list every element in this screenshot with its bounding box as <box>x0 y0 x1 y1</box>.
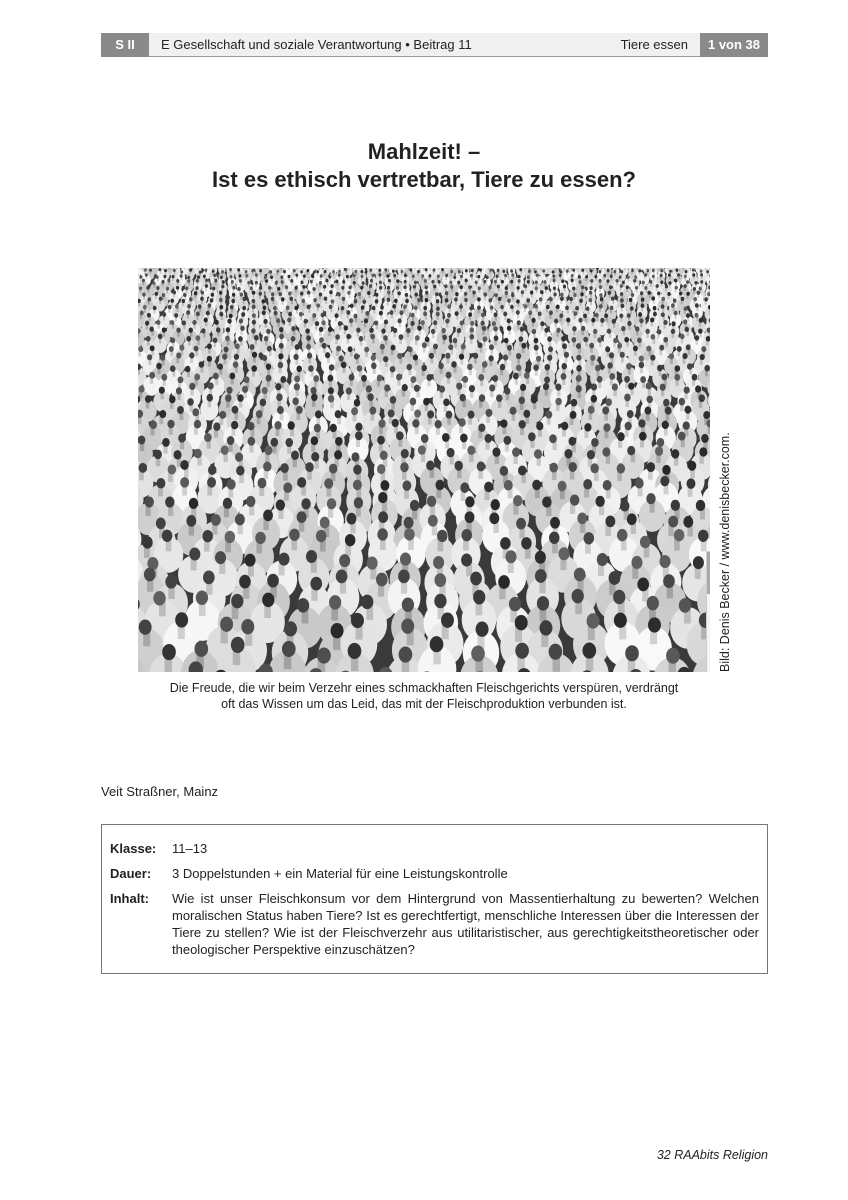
turkey-photo <box>138 268 710 672</box>
caption-line: Die Freude, die wir beim Verzehr eines schmackhaften Fleischgerichts verspüren, verdrängt <box>169 681 679 695</box>
recipe-card-header <box>707 552 710 594</box>
image-caption <box>100 680 748 712</box>
level-badge: S II <box>101 33 149 57</box>
klasse-label: Klasse: <box>110 841 157 856</box>
dauer-label: Dauer: <box>110 866 152 881</box>
inhalt-label: Inhalt: <box>110 891 149 906</box>
inhalt-value: Wie ist unser Fleischkonsum vor dem Hintergrund von Massentierhaltung zu bewerten? Welchen moralischen Status haben Tiere? Ist es gerechtfertigt, menschliche Interessen über die Interessen der Tiere zu stellen? Wie ist der Fleischverzehr aus utilitaristischer, aus gerechtigkeitstheoretischer oder theologischer Perspektive einzuschätzen? <box>172 891 759 957</box>
info-row-klasse <box>110 840 759 857</box>
page-title-line1: Mahlzeit! – <box>367 139 481 164</box>
info-row-inhalt <box>110 890 759 958</box>
page-title-line2: Ist es ethisch vertretbar, Tiere zu essen? <box>212 167 636 192</box>
turkey-flock-illustration <box>138 268 710 672</box>
page-counter: 1 von 38 <box>700 33 768 57</box>
caption-line: oft das Wissen um das Leid, das mit der Fleischproduktion verbunden ist. <box>221 697 627 711</box>
dauer-value: 3 Doppelstunden + ein Material für eine Leistungskontrolle <box>172 866 508 881</box>
klasse-value: 11–13 <box>172 841 208 856</box>
image-credit: Bild: Denis Becker / www.denisbecker.com. <box>718 432 732 672</box>
topic-label: Tiere essen <box>620 37 688 52</box>
page-header <box>101 33 768 57</box>
info-box <box>101 824 768 974</box>
author: Veit Straßner, Mainz <box>101 784 219 799</box>
series-title: E Gesellschaft und soziale Verantwortung • Beitrag 11 <box>161 37 472 52</box>
page-footer: 32 RAAbits Religion <box>656 1148 768 1162</box>
recipe-card <box>706 551 710 672</box>
info-row-dauer <box>110 865 759 882</box>
